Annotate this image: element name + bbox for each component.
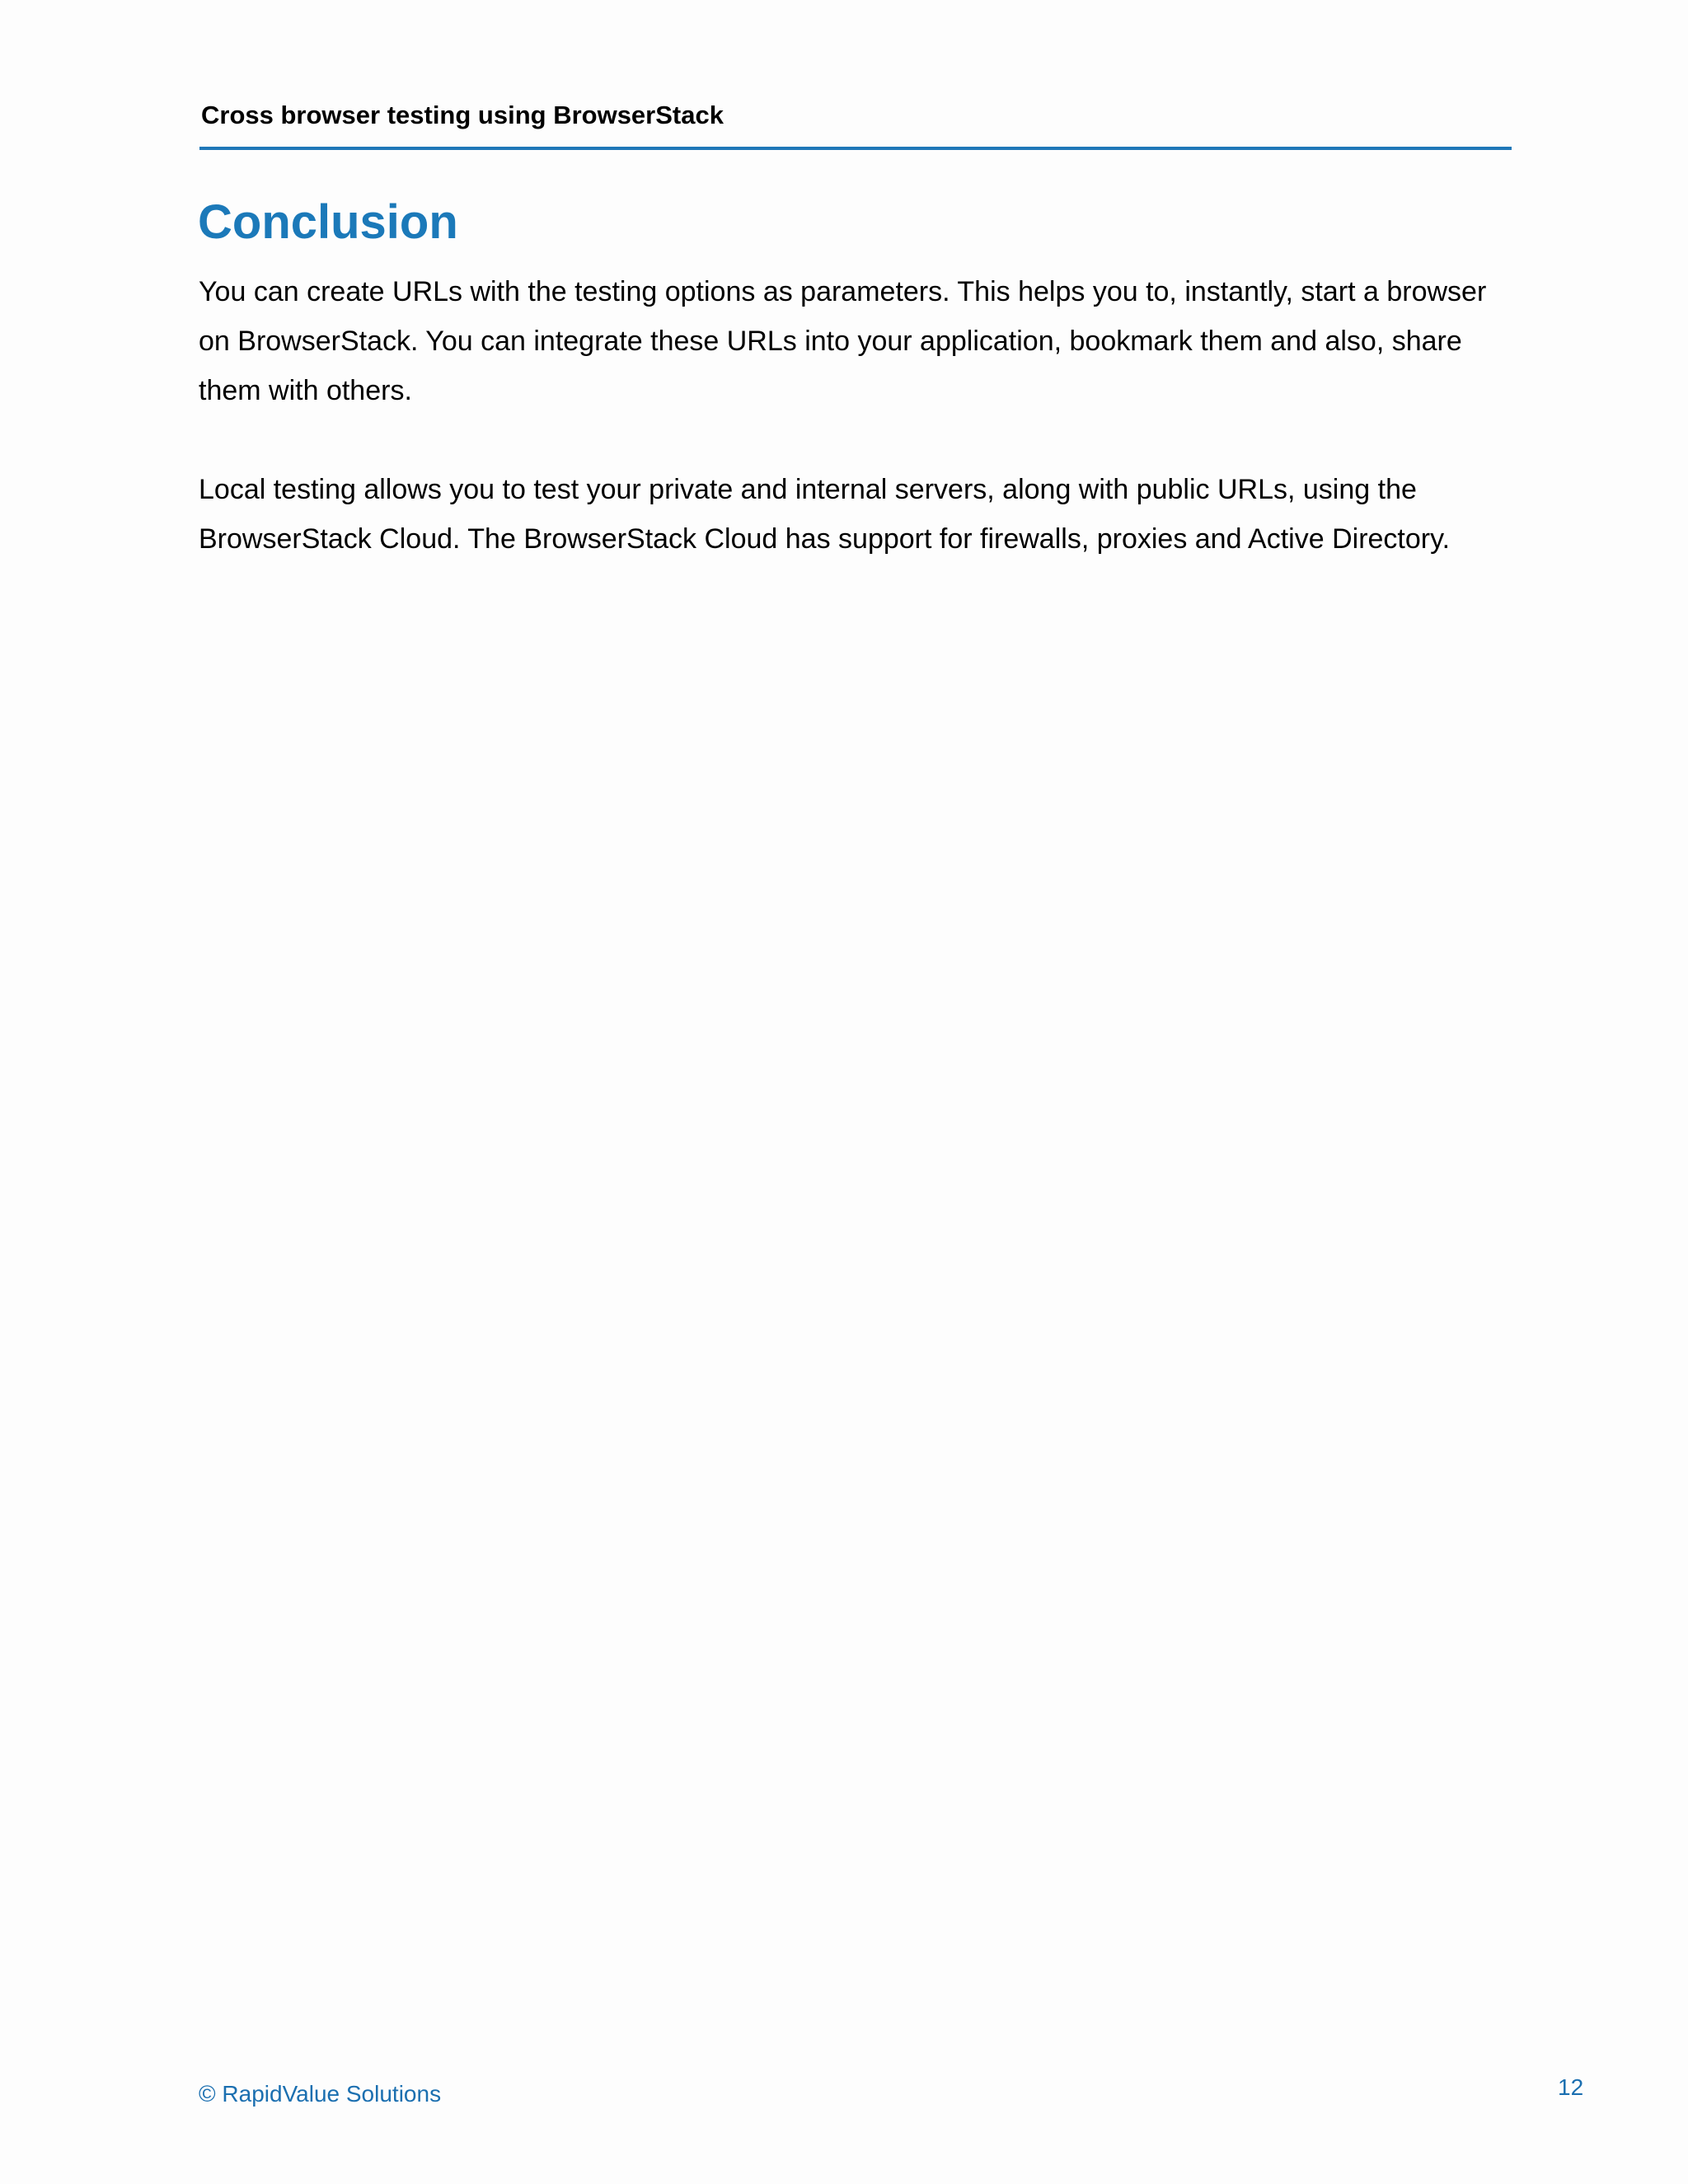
body-paragraph-2: Local testing allows you to test your private and internal servers, along with public URLs, using the BrowserStack Cloud. The BrowserStack Cloud has support for firewalls, proxies and Active Directory. <box>199 474 1451 555</box>
section-title: Conclusion <box>198 195 458 249</box>
footer-copyright: © RapidValue Solutions <box>199 2081 442 2107</box>
running-header <box>199 96 1512 150</box>
running-header-title: Cross browser testing using BrowserStack <box>201 101 724 129</box>
page-number: 12 <box>1558 2074 1584 2100</box>
body-paragraph-1: You can create URLs with the testing options as parameters. This helps you to, instantly, start a browser on BrowserStack. You can integrate these URLs into your application, bookmark them and also, share them with others. <box>199 276 1487 406</box>
